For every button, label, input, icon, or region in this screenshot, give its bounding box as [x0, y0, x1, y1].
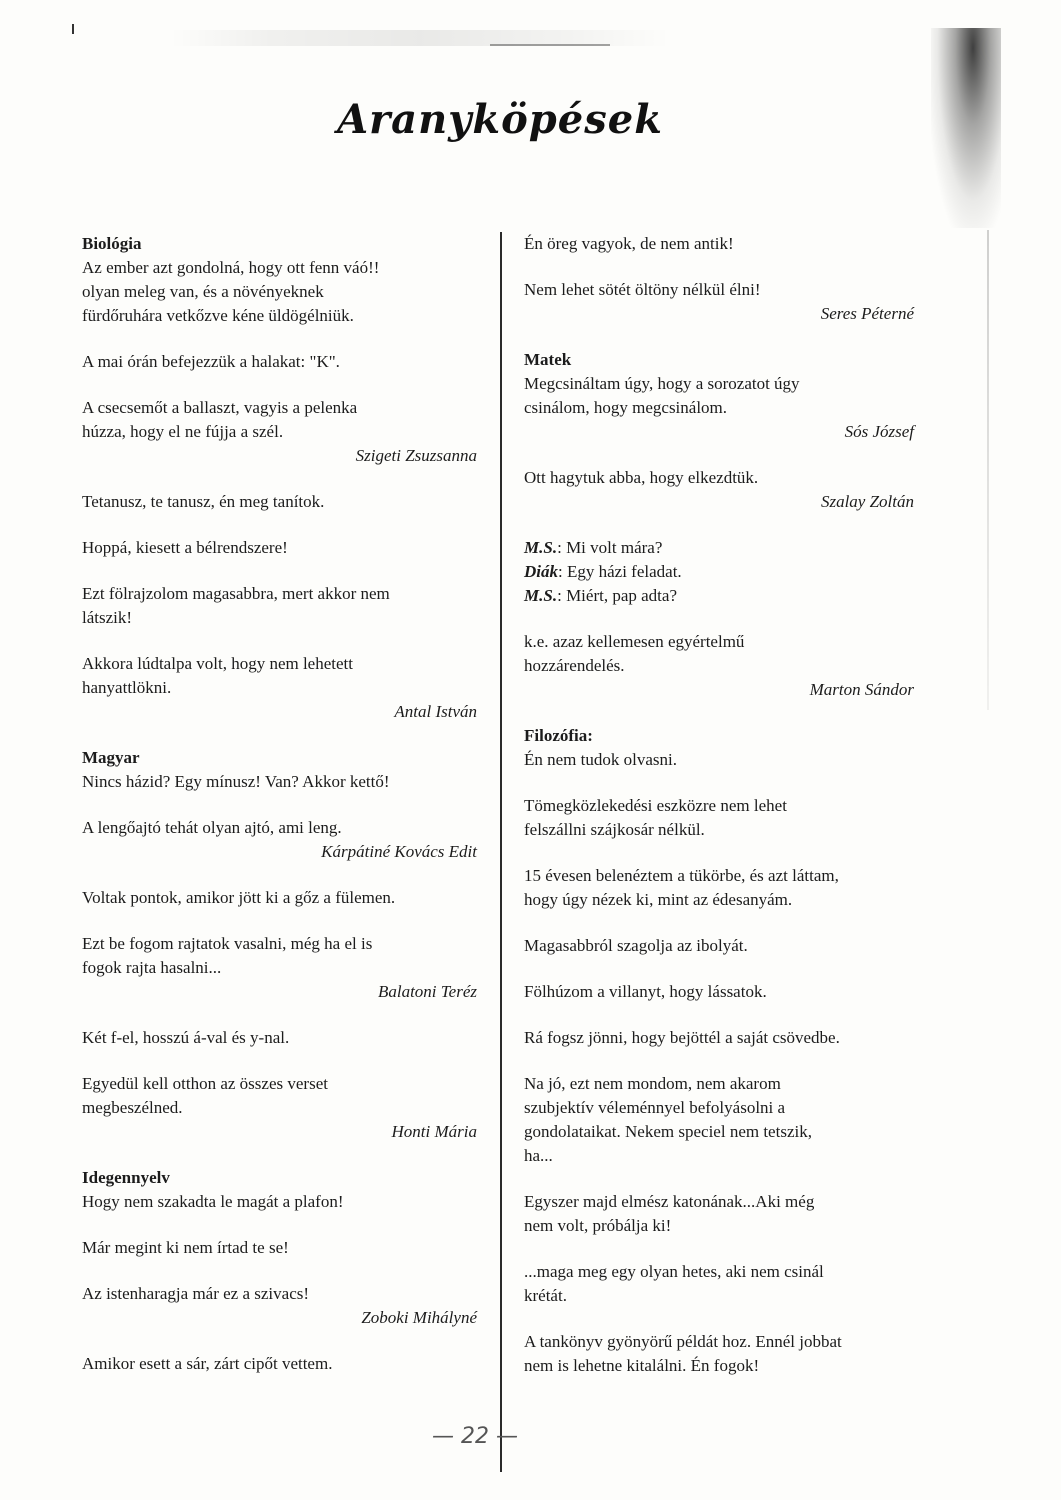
quote-line: krétát.	[524, 1286, 567, 1305]
quote-line: Egyedül kell otthon az összes verset	[82, 1074, 328, 1093]
quote-block	[524, 724, 914, 772]
dialog-separator: :	[557, 538, 567, 557]
quote-block	[524, 1072, 914, 1168]
dialog-text: Miért, pap adta?	[566, 586, 677, 605]
quote-block	[82, 1026, 477, 1050]
scan-dash-mark	[490, 44, 610, 46]
quote-block	[524, 934, 914, 958]
quote-line: Az ember azt gondolná, hogy ott fenn váó!!	[82, 258, 380, 277]
quote-author: Zoboki Mihályné	[361, 1308, 477, 1327]
quote-block	[524, 980, 914, 1004]
quote-line: Fölhúzom a villanyt, hogy lássatok.	[524, 982, 767, 1001]
quote-line: A lengőajtó tehát olyan ajtó, ami leng.	[82, 818, 342, 837]
quote-block	[524, 1260, 914, 1308]
quote-block	[82, 490, 477, 514]
quote-block	[524, 1026, 914, 1050]
quote-line: ha...	[524, 1146, 553, 1165]
quote-line: nem volt, próbálja ki!	[524, 1216, 672, 1235]
quote-line: Hoppá, kiesett a bélrendszere!	[82, 538, 288, 557]
quote-line: gondolataikat. Nekem speciel nem tetszik,	[524, 1122, 812, 1141]
quote-line: A csecsemőt a ballaszt, vagyis a pelenka	[82, 398, 358, 417]
quote-block	[82, 1352, 477, 1376]
quote-line: Már megint ki nem írtad te se!	[82, 1238, 289, 1257]
quote-line: látszik!	[82, 608, 133, 627]
quote-line: Tetanusz, te tanusz, én meg tanítok.	[82, 492, 325, 511]
dialog-text: Egy házi feladat.	[566, 562, 682, 581]
quote-block	[524, 466, 914, 514]
quote-line: Hogy nem szakadta le magát a plafon!	[82, 1192, 344, 1211]
quote-block	[524, 864, 914, 912]
right-column	[524, 232, 914, 1400]
quote-block	[82, 932, 477, 1004]
quote-line: olyan meleg van, és a növényeknek	[82, 282, 324, 301]
quote-block	[82, 1166, 477, 1214]
quote-line: A mai órán befejezzük a halakat: "K".	[82, 352, 340, 371]
quote-block	[524, 630, 914, 702]
quote-author: Szigeti Zsuzsanna	[355, 446, 477, 465]
dialog-separator: :	[557, 586, 567, 605]
quote-line: fogok rajta hasalni...	[82, 958, 222, 977]
quote-block	[82, 652, 477, 724]
dialog-speaker: M.S.	[524, 586, 558, 605]
quote-line: Na jó, ezt nem mondom, nem akarom	[524, 1074, 781, 1093]
section-heading: Matek	[524, 350, 572, 369]
quote-block	[524, 1330, 914, 1378]
section-heading: Magyar	[82, 748, 140, 767]
section-heading: Filozófia:	[524, 726, 593, 745]
quote-block	[524, 232, 914, 256]
quote-line: csinálom, hogy megcsinálom.	[524, 398, 728, 417]
scan-edge-shadow	[987, 230, 989, 710]
quote-block	[82, 350, 477, 374]
column-divider	[500, 232, 502, 1472]
quote-line: k.e. azaz kellemesen egyértelmű	[524, 632, 745, 651]
quote-line: hanyattlökni.	[82, 678, 172, 697]
quote-author: Seres Péterné	[820, 304, 914, 323]
quote-line: felszállni szájkosár nélkül.	[524, 820, 705, 839]
quote-author: Marton Sándor	[809, 680, 914, 699]
section-heading: Biológia	[82, 234, 142, 253]
quote-block	[82, 536, 477, 560]
dialog-line	[524, 560, 914, 584]
quote-line: Amikor esett a sár, zárt cipőt vettem.	[82, 1354, 333, 1373]
quote-line: hogy úgy nézek ki, mint az édesanyám.	[524, 890, 793, 909]
quote-line: Az istenharagja már ez a szivacs!	[82, 1284, 310, 1303]
quote-block	[82, 1072, 477, 1144]
quote-line: Nincs házid? Egy mínusz! Van? Akkor kettő!	[82, 772, 390, 791]
section-heading: Idegennyelv	[82, 1168, 170, 1187]
quote-line: 15 évesen belenéztem a tükörbe, és azt láttam,	[524, 866, 839, 885]
quote-line: szubjektív véleménnyel befolyásolni a	[524, 1098, 786, 1117]
page-title: Aranyköpések	[337, 96, 663, 143]
quote-block	[82, 396, 477, 468]
scan-mark	[72, 24, 74, 34]
quote-line: Magasabbról szagolja az ibolyát.	[524, 936, 748, 955]
quote-line: A tankönyv gyönyörű példát hoz. Ennél jobbat	[524, 1332, 842, 1351]
dialog-line	[524, 536, 914, 560]
quote-block	[524, 794, 914, 842]
quote-line: hozzárendelés.	[524, 656, 625, 675]
quote-line: nem is lehetne kitalálni. Én fogok!	[524, 1356, 760, 1375]
quote-block	[82, 1282, 477, 1330]
quote-line: Én nem tudok olvasni.	[524, 750, 677, 769]
dialog-text: Mi volt mára?	[566, 538, 663, 557]
quote-line: Ezt be fogom rajtatok vasalni, még ha el is	[82, 934, 373, 953]
quote-author: Honti Mária	[391, 1122, 477, 1141]
quote-block	[82, 1236, 477, 1260]
quote-line: Rá fogsz jönni, hogy bejöttél a saját csövedbe.	[524, 1028, 840, 1047]
quote-line: fürdőruhára vetkőzve kéne üldögélniük.	[82, 306, 354, 325]
quote-line: Tömegközlekedési eszközre nem lehet	[524, 796, 787, 815]
quote-author: Sós József	[844, 422, 914, 441]
quote-line: Voltak pontok, amikor jött ki a gőz a fülemen.	[82, 888, 396, 907]
left-column	[82, 232, 477, 1398]
quote-block	[82, 582, 477, 630]
quote-line: Két f-el, hosszú á-val és y-nal.	[82, 1028, 290, 1047]
dialog-separator: :	[558, 562, 567, 581]
quote-author: Balatoni Teréz	[377, 982, 477, 1001]
quote-block	[524, 348, 914, 444]
quote-block	[524, 278, 914, 326]
quote-block	[82, 232, 477, 328]
quote-line: Ezt fölrajzolom magasabbra, mert akkor nem	[82, 584, 390, 603]
quote-block	[82, 886, 477, 910]
dialog-line	[524, 584, 914, 608]
quote-line: Nem lehet sötét öltöny nélkül élni!	[524, 280, 761, 299]
quote-block	[524, 1190, 914, 1238]
quote-line: ...maga meg egy olyan hetes, aki nem csinál	[524, 1262, 824, 1281]
quote-line: Egyszer majd elmész katonának...Aki még	[524, 1192, 815, 1211]
quote-line: Megcsináltam úgy, hogy a sorozatot úgy	[524, 374, 800, 393]
quote-line: Ott hagytuk abba, hogy elkezdtük.	[524, 468, 759, 487]
quote-author: Antal István	[394, 702, 477, 721]
dialog-speaker: M.S.	[524, 538, 558, 557]
quote-line: Akkora lúdtalpa volt, hogy nem lehetett	[82, 654, 353, 673]
quote-block	[82, 746, 477, 794]
quote-line: megbeszélned.	[82, 1098, 183, 1117]
page-number: — 22 —	[432, 1424, 518, 1449]
quote-block	[82, 816, 477, 864]
quote-author: Kárpátiné Kovács Edit	[321, 842, 477, 861]
dialog-block	[524, 536, 914, 608]
quote-line: húzza, hogy el ne fújja a szél.	[82, 422, 284, 441]
quote-author: Szalay Zoltán	[820, 492, 914, 511]
dialog-speaker: Diák	[524, 562, 558, 581]
quote-line: Én öreg vagyok, de nem antik!	[524, 234, 734, 253]
